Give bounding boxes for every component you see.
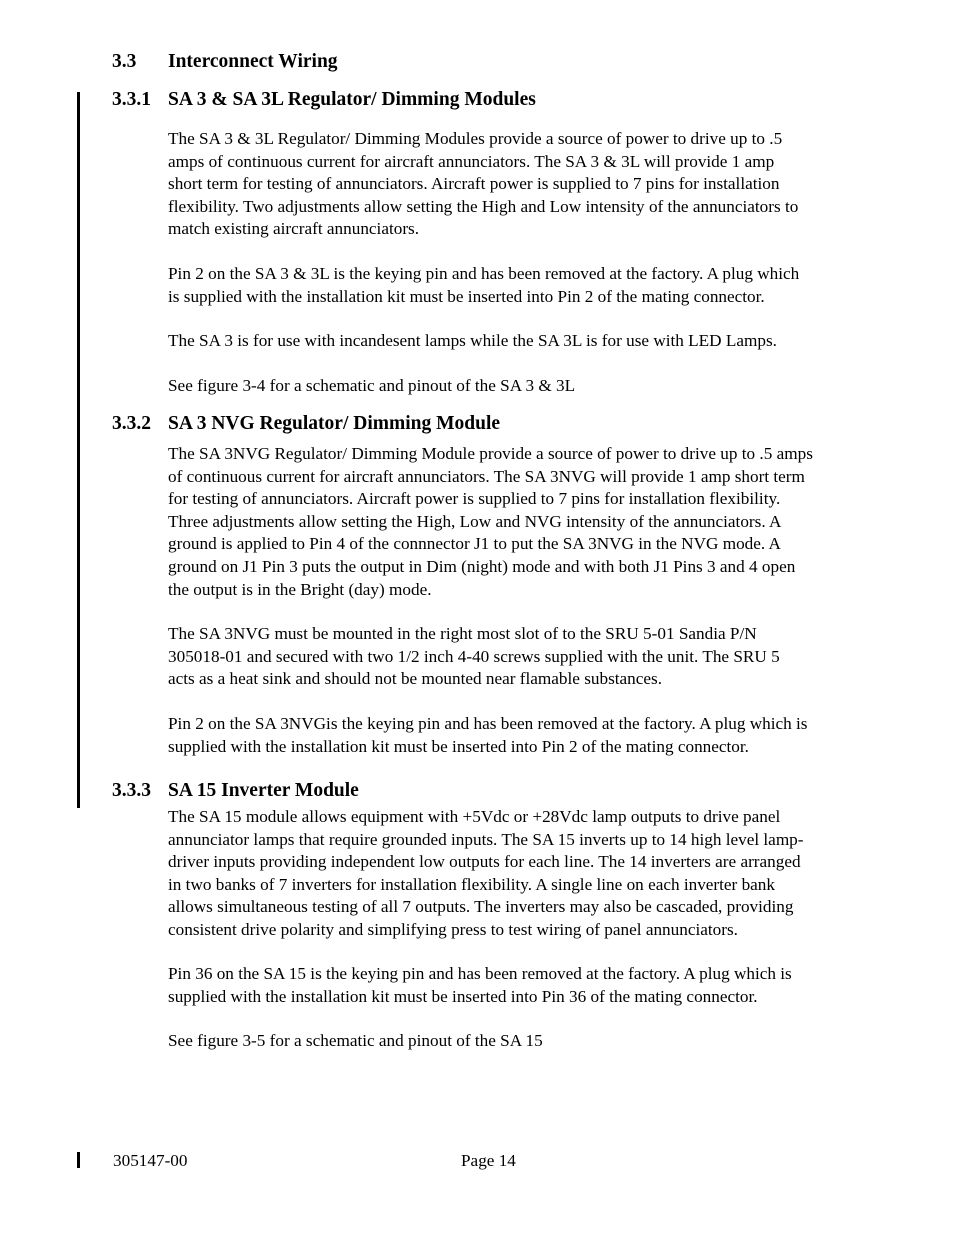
text-line: supplied with the installation kit must be inserted into Pin 36 of the mating connector.	[168, 986, 758, 1006]
text-line: See figure 3-5 for a schematic and pinout of the SA 15	[168, 1031, 543, 1050]
text-line: Pin 2 on the SA 3 & 3L is the keying pin and has been removed at the factory. A plug which	[168, 264, 800, 283]
text-line: consistent drive polarity and simplifying press to test wiring of panel annunciators.	[168, 919, 738, 939]
text-line: the output is in the Bright (day) mode.	[168, 579, 432, 599]
text-line: allows simultaneous testing of all 7 outputs. The inverters may also be cascaded, providing	[168, 897, 794, 917]
subsection-number: 3.3.2	[112, 413, 151, 434]
text-line: amps of continuous current for aircraft annunciators. The SA 3 & 3L will provide 1 amp	[168, 151, 775, 171]
document-number: 305147-00	[113, 1151, 188, 1170]
text-line: ground is applied to Pin 4 of the connnector J1 to put the SA 3NVG in the NVG mode. A	[168, 534, 781, 554]
text-line: flexibility. Two adjustments allow setting the High and Low intensity of the annunciators to	[168, 196, 799, 216]
paragraph	[168, 713, 878, 758]
text-line: ground on J1 Pin 3 puts the output in Dim (night) mode and with both J1 Pins 3 and 4 open	[168, 556, 796, 576]
text-line: See figure 3-4 for a schematic and pinout of the SA 3 & 3L	[168, 376, 576, 395]
text-line: driver inputs providing independent low outputs for each line. The 14 inverters are arranged	[168, 852, 801, 872]
text-line: acts as a heat sink and should not be mounted near flamable substances.	[168, 669, 662, 689]
text-line: match existing aircraft annunciators.	[168, 219, 420, 239]
paragraph	[168, 1030, 878, 1053]
text-line: The SA 3 is for use with incandesent lamps while the SA 3L is for use with LED Lamps.	[168, 331, 777, 350]
subsection-number: 3.3.3	[112, 780, 151, 801]
text-line: for testing of annunciators. Aircraft power is supplied to 7 pins for installation flexibility.	[168, 489, 781, 509]
text-line: The SA 3 & 3L Regulator/ Dimming Modules provide a source of power to drive up to .5	[168, 129, 783, 148]
text-line: supplied with the installation kit must be inserted into Pin 2 of the mating connector.	[168, 736, 749, 756]
text-line: Three adjustments allow setting the High, Low and NVG intensity of the annunciators. A	[168, 511, 782, 531]
page-number: Page 14	[461, 1151, 516, 1170]
paragraph	[168, 263, 878, 308]
text-line: The SA 3NVG Regulator/ Dimming Module provide a source of power to drive up to .5 amps	[168, 444, 813, 463]
text-line: Pin 36 on the SA 15 is the keying pin and has been removed at the factory. A plug which is	[168, 964, 792, 983]
paragraph	[168, 128, 878, 241]
paragraph	[168, 443, 878, 601]
paragraph	[168, 963, 878, 1008]
section-number: 3.3	[112, 51, 137, 72]
paragraph	[168, 806, 878, 942]
text-line: annunciator lamps that require grounded inputs. The SA 15 inverts up to 14 high level lamp-	[168, 829, 804, 849]
revision-change-bar	[77, 92, 80, 808]
revision-change-bar-footer	[77, 1152, 80, 1168]
text-line: is supplied with the installation kit must be inserted into Pin 2 of the mating connector.	[168, 286, 765, 306]
paragraph	[168, 623, 878, 691]
section-heading	[112, 51, 338, 73]
subsection-number: 3.3.1	[112, 89, 151, 110]
text-line: short term for testing of annunciators. Aircraft power is supplied to 7 pins for installation	[168, 174, 780, 194]
text-line: of continuous current for aircraft annunciators. The SA 3NVG will provide 1 amp short term	[168, 466, 805, 486]
text-line: 305018-01 and secured with two 1/2 inch 4-40 screws supplied with the unit. The SRU 5	[168, 646, 780, 666]
paragraph	[168, 375, 878, 398]
section-title: Interconnect Wiring	[168, 51, 338, 72]
paragraph	[168, 330, 878, 353]
subsection-title: SA 3 NVG Regulator/ Dimming Module	[168, 413, 501, 434]
subsection-title: SA 15 Inverter Module	[168, 780, 359, 801]
text-line: in two banks of 7 inverters for installation flexibility. A single line on each inverter bank	[168, 874, 775, 894]
subsection-heading-3-3-1	[112, 89, 536, 111]
subsection-title: SA 3 & SA 3L Regulator/ Dimming Modules	[168, 89, 536, 110]
subsection-heading-3-3-3	[112, 780, 359, 802]
text-line: The SA 3NVG must be mounted in the right most slot of to the SRU 5-01 Sandia P/N	[168, 624, 757, 643]
text-line: Pin 2 on the SA 3NVGis the keying pin and has been removed at the factory. A plug which is	[168, 714, 808, 733]
text-line: The SA 15 module allows equipment with +5Vdc or +28Vdc lamp outputs to drive panel	[168, 807, 781, 826]
subsection-heading-3-3-2	[112, 413, 500, 435]
